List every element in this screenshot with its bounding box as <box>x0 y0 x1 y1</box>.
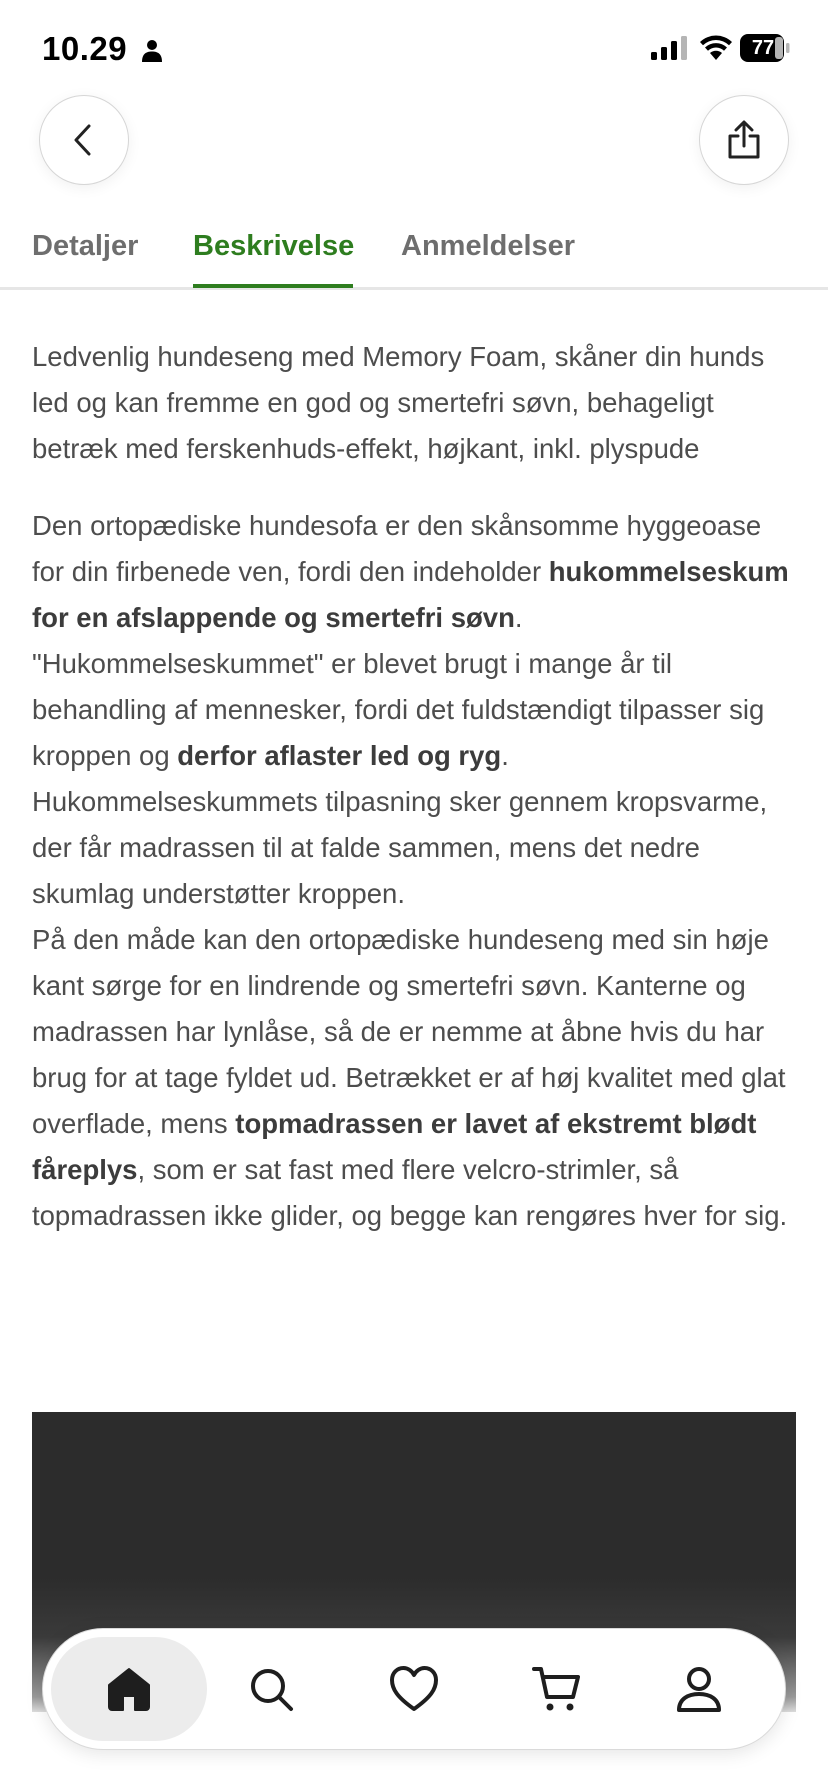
home-icon <box>105 1665 153 1713</box>
search-icon <box>247 1665 295 1713</box>
active-tab-indicator <box>193 284 353 288</box>
chevron-left-icon <box>67 123 101 157</box>
description-intro: Ledvenlig hundeseng med Memory Foam, skåner din hunds led og kan fremme en god og smertefri søvn, behageligt betræk med ferskenhuds-effekt, højkant, inkl. plyspude <box>32 341 765 464</box>
tab-anmeldelser[interactable]: Anmeldelser <box>401 230 576 262</box>
tab-beskrivelse[interactable]: Beskrivelse <box>193 230 355 262</box>
description-text: . Hukommelseskummets tilpasning sker gennem kropsvarme, der får madrassen til at falde sammen, mens det nedre skumlag understøtter kroppen. <box>32 740 768 909</box>
description-highlight: derfor aflaster led og ryg <box>177 740 502 771</box>
nav-profile[interactable] <box>621 1637 777 1741</box>
battery-indicator <box>740 34 790 62</box>
tab-bar <box>0 218 828 290</box>
description-highlight: topmadrassen er lavet af ekstremt blødt fåreplys <box>32 1108 757 1185</box>
tab-detaljer[interactable]: Detaljer <box>32 230 139 262</box>
status-time: 10.29 <box>42 30 128 67</box>
description-text: Den ortopædiske hundesofa er den skånsomme hyggeoase for din firbenede ven, fordi den indeholder <box>32 510 762 587</box>
battery-level: 77 <box>751 37 775 59</box>
status-bar <box>0 0 828 100</box>
nav-home[interactable] <box>51 1637 207 1741</box>
nav-search[interactable] <box>193 1637 349 1741</box>
nav-cart[interactable] <box>479 1637 635 1741</box>
share-icon <box>724 120 764 160</box>
description-text: , som er sat fast med flere velcro-strimler, så topmadrassen ikke glider, og begge kan rengøres hver for sig. <box>32 1154 788 1231</box>
bottom-nav <box>42 1628 786 1750</box>
profile-icon <box>676 1665 722 1713</box>
wifi-icon <box>699 34 733 60</box>
nav-favorites[interactable] <box>336 1637 492 1741</box>
signal-icon <box>651 36 687 60</box>
description-body <box>32 503 800 1239</box>
description-text: På den måde kan den ortopædiske hundeseng med sin høje kant sørge for en lindrende og smertefri søvn. Kanterne og madrassen har lynlåse, så de er nemme at åbne hvis du har brug for at tage fyldet ud. Betrækket er af høj kvalitet med glat overflade, mens <box>32 924 786 1139</box>
back-button[interactable] <box>39 95 129 185</box>
share-button[interactable] <box>699 95 789 185</box>
description-highlight: hukommelseskum for en afslappende og smertefri søvn <box>32 556 789 633</box>
description-text: . "Hukommelseskummet" er blevet brugt i mange år til behandling af mennesker, fordi det fuldstændigt tilpasser sig kroppen og <box>32 602 765 771</box>
person-icon <box>140 38 164 62</box>
cart-icon <box>532 1665 582 1713</box>
heart-icon <box>389 1665 439 1713</box>
product-description <box>32 334 800 1239</box>
